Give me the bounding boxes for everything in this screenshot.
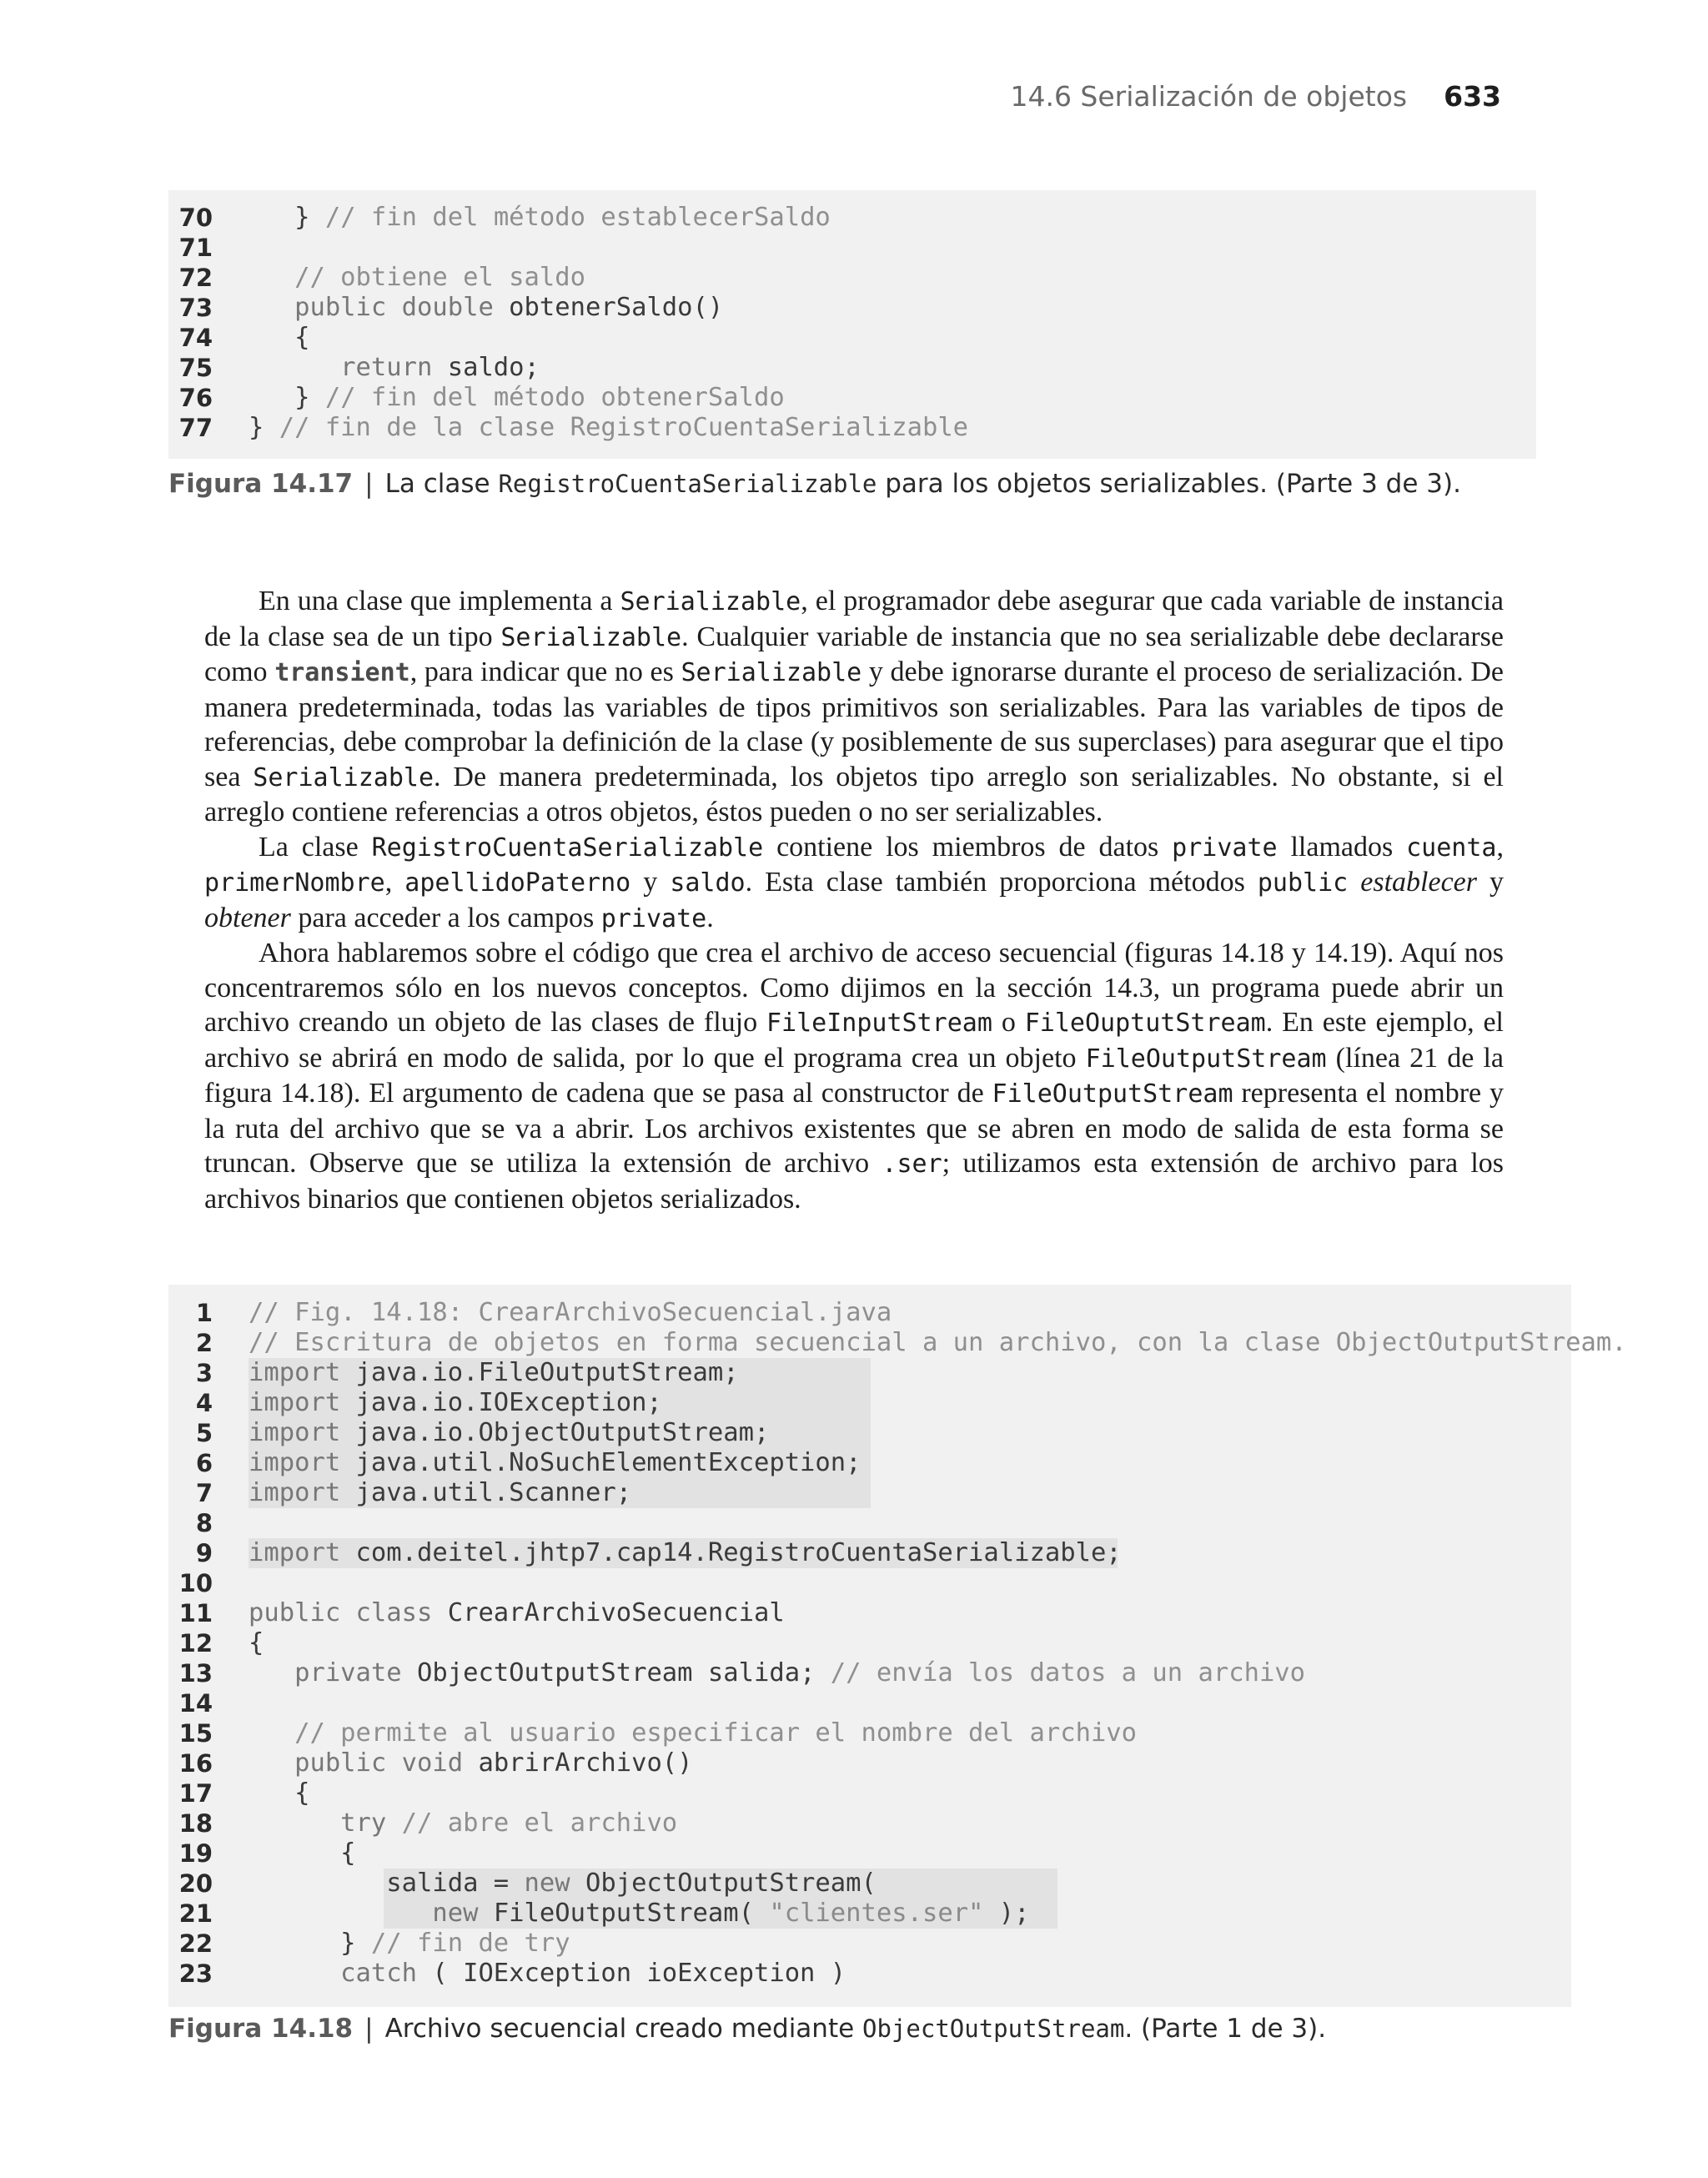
inline-code: Serializable [253, 762, 435, 792]
code-text [249, 1929, 570, 1959]
line-number: 14 [178, 1689, 213, 1718]
line-number: 6 [195, 1449, 213, 1477]
code-token: java.io.FileOutputStream; [355, 1358, 739, 1387]
code-listing-fig-14-18 [168, 1285, 1627, 2007]
text-run: La clase [259, 831, 372, 863]
inline-code: Serializable [620, 587, 801, 616]
line-number: 9 [195, 1539, 213, 1567]
line-number: 74 [178, 324, 213, 352]
line-number: 21 [178, 1899, 213, 1928]
italic-term: establecer [1360, 867, 1477, 898]
italic-term: obtener [204, 902, 291, 933]
code-token: } [249, 203, 325, 232]
code-text [249, 1778, 309, 1808]
code-token: obtenerSaldo() [509, 293, 724, 322]
code-token: import [249, 1358, 356, 1387]
caption-text-after: para los objetos serializables. (Parte 3 de 3). [877, 469, 1461, 499]
code-token: // fin de try [370, 1929, 570, 1958]
figure-label: Figura 14.17 [168, 469, 354, 499]
code-token: } [249, 413, 279, 442]
code-text [249, 1418, 769, 1448]
code-token: { [249, 1778, 310, 1808]
line-number: 18 [178, 1809, 213, 1838]
line-number: 1 [195, 1299, 213, 1327]
line-number: 23 [178, 1959, 213, 1988]
text-run: , el programador debe asegurar que cada variable de instancia de la clase sea de un tipo [204, 586, 1504, 652]
code-token: import [249, 1448, 356, 1477]
code-text [249, 293, 723, 323]
code-token: catch [249, 1959, 433, 1988]
text-run: y debe ignorarse durante el proceso de serialización. De manera predeterminada, todas las variables de tipos primitivos son serializables. Para las variables de tipos de referencias, debe comprobar la definición de la clase (y posiblemente de sus superclases) para asegurar que el tipo sea [204, 656, 1504, 792]
text-run: contiene los miembros de datos [763, 831, 1173, 863]
code-token: abrirArchivo() [478, 1748, 693, 1778]
text-run: , [1496, 831, 1504, 863]
code-token: ObjectOutputStream( [585, 1869, 877, 1898]
code-text [249, 1748, 693, 1778]
code-token: public class [249, 1598, 448, 1627]
text-run: . Cualquier variable de instancia que no sea serializable debe declararse como [204, 621, 1504, 687]
line-number: 73 [178, 294, 213, 322]
code-token: public double [249, 293, 510, 322]
code-token: java.io.IOException; [355, 1388, 662, 1417]
inline-code: FileOutputStream [992, 1079, 1233, 1109]
inline-code: saldo [670, 868, 746, 898]
code-token: { [249, 1838, 356, 1868]
line-number: 76 [178, 384, 213, 412]
code-text [249, 1628, 264, 1658]
inline-code: private [600, 903, 707, 933]
code-token: CrearArchivoSecuencial [447, 1598, 785, 1627]
code-token: public void [249, 1748, 479, 1778]
code-text [249, 1718, 1137, 1748]
text-run: y [1476, 867, 1505, 898]
line-number: 19 [178, 1839, 213, 1868]
running-head [917, 80, 1501, 113]
line-number: 20 [178, 1869, 213, 1898]
line-number: 3 [195, 1359, 213, 1387]
line-number: 13 [178, 1659, 213, 1688]
line-number: 70 [178, 204, 213, 232]
code-text [249, 1838, 356, 1869]
caption-separator: | [364, 469, 374, 499]
text-run: llamados [1277, 831, 1407, 863]
code-listing-fig-14-17 [168, 190, 1536, 459]
section-title: 14.6 Serialización de objetos [1010, 80, 1408, 113]
code-token: // fin del método obtenerSaldo [324, 383, 785, 412]
page-number: 633 [1444, 80, 1501, 113]
code-text [249, 1388, 662, 1418]
inline-code: cuenta [1406, 832, 1497, 863]
code-token: // Escritura de objetos en forma secuencial a un archivo, con la clase ObjectOutputStream. [249, 1328, 1627, 1357]
code-token: // permite al usuario especificar el nombre del archivo [249, 1718, 1138, 1748]
figure-caption-14-17 [168, 469, 1461, 499]
line-number: 22 [178, 1929, 213, 1958]
code-token: private [249, 1658, 417, 1688]
code-text [249, 1298, 892, 1328]
body-text [204, 584, 1504, 1216]
code-token: // fin del método establecerSaldo [324, 203, 831, 232]
code-text [249, 203, 831, 233]
code-token: import [249, 1418, 356, 1447]
inline-code-bold: transient [274, 658, 410, 687]
caption-code: ObjectOutputStream [862, 2015, 1125, 2043]
line-number: 75 [178, 354, 213, 382]
code-text [249, 1899, 1030, 1929]
line-number: 7 [195, 1479, 213, 1507]
code-text [249, 1478, 631, 1508]
inline-code: FileOuptutStream [1024, 1009, 1266, 1038]
text-run: , [384, 867, 405, 898]
code-token: // abre el archivo [401, 1808, 678, 1838]
code-token: { [249, 323, 310, 352]
inline-code: public [1257, 868, 1349, 898]
caption-text-after: . (Parte 1 de 3). [1124, 2014, 1327, 2044]
code-text [249, 263, 585, 293]
code-token: new [249, 1899, 494, 1928]
line-number: 10 [178, 1569, 213, 1597]
paragraph-serializable [204, 584, 1504, 830]
code-text [249, 353, 540, 383]
code-token: ( IOException ioException ) [432, 1959, 846, 1988]
code-token: java.util.Scanner; [355, 1478, 632, 1507]
caption-separator: | [364, 2014, 374, 2044]
code-text [249, 1538, 1122, 1568]
inline-code: FileInputStream [766, 1009, 992, 1038]
code-token: } [249, 383, 325, 412]
code-token: "clientes.ser" [769, 1899, 984, 1928]
line-number: 15 [178, 1719, 213, 1748]
code-text [249, 1869, 877, 1899]
inline-code: .ser [882, 1149, 942, 1179]
code-token: java.io.ObjectOutputStream; [355, 1418, 770, 1447]
code-token: saldo; [447, 353, 540, 382]
code-text [249, 1328, 1627, 1358]
line-number: 77 [178, 414, 213, 442]
inline-code: primerNombre [204, 868, 385, 898]
code-token: return [249, 353, 448, 382]
line-number: 16 [178, 1749, 213, 1778]
code-token: import [249, 1388, 356, 1417]
code-text [249, 1448, 862, 1478]
line-number: 2 [195, 1329, 213, 1357]
line-number: 11 [178, 1599, 213, 1627]
inline-code: Serializable [681, 658, 862, 687]
code-token: { [249, 1628, 264, 1657]
line-number: 71 [178, 234, 213, 262]
code-token: ); [983, 1899, 1030, 1928]
text-run: En una clase que implementa a [259, 586, 620, 616]
paragraph-registro-cuenta [204, 830, 1504, 937]
text-run: (línea 21 de la figura 14.18). El argumento de cadena que se pasa al constructor de [204, 1042, 1504, 1109]
code-text [249, 1959, 846, 1989]
text-run: . De manera predeterminada, los objetos tipo arreglo son serializables. No obstante, si el arreglo contiene referencias a otros objetos, éstos pueden o no ser serializables. [204, 761, 1504, 827]
code-text [249, 383, 785, 413]
text-run: . [706, 902, 714, 933]
code-token: // Fig. 14.18: CrearArchivoSecuencial.java [249, 1298, 892, 1327]
inline-code: Serializable [500, 622, 682, 652]
figure-caption-14-18 [168, 2014, 1326, 2044]
code-token: new [524, 1869, 585, 1898]
text-run: . En este ejemplo, el archivo se abrirá en modo de salida, por lo que el programa crea un objeto [204, 1007, 1505, 1074]
caption-text-before: Archivo secuencial creado mediante [384, 2014, 863, 2044]
code-token: // obtiene el saldo [249, 263, 585, 292]
code-token: } [249, 1929, 371, 1958]
code-token: // fin de la clase RegistroCuentaSerializable [279, 413, 969, 442]
text-run: para acceder a los campos [290, 902, 601, 933]
code-token: FileOutputStream( [493, 1899, 770, 1928]
line-number: 5 [195, 1419, 213, 1447]
code-token: salida = [249, 1869, 525, 1898]
line-number: 8 [195, 1509, 213, 1537]
text-run: y [630, 867, 671, 898]
paragraph-archivo-secuencial [204, 936, 1504, 1216]
text-run [1348, 867, 1360, 898]
code-token: java.util.NoSuchElementException; [355, 1448, 862, 1477]
code-text [249, 1808, 677, 1838]
line-number: 17 [178, 1779, 213, 1808]
text-run: , para indicar que no es [409, 656, 681, 687]
line-number: 12 [178, 1629, 213, 1657]
inline-code: FileOutputStream [1085, 1044, 1327, 1074]
code-text [249, 323, 309, 353]
code-token: import [249, 1538, 356, 1567]
figure-label: Figura 14.18 [168, 2014, 354, 2044]
code-token: import [249, 1478, 356, 1507]
inline-code: apellidoPaterno [404, 868, 631, 898]
caption-text-before: La clase [384, 469, 499, 499]
text-run: . Esta clase también proporciona métodos [745, 867, 1258, 898]
inline-code: RegistroCuentaSerializable [371, 832, 764, 863]
text-run: ; utilizamos esta extensión de archivo para los archivos binarios que contienen objetos serializados. [204, 1148, 1504, 1215]
code-token: ObjectOutputStream salida; [417, 1658, 831, 1688]
text-run: Ahora hablaremos sobre el código que crea el archivo de acceso secuencial (figuras 14.18 y 14.19). Aquí nos concentraremos sólo en los nuevos conceptos. Como dijimos en la sección 14.3, un programa puede abrir un archivo creando un objeto de las clases de flujo [204, 938, 1504, 1038]
caption-code: RegistroCuentaSerializable [498, 470, 877, 498]
line-number: 4 [195, 1389, 213, 1417]
text-run: o [992, 1007, 1025, 1038]
code-text [249, 1658, 1305, 1688]
inline-code: private [1172, 832, 1278, 863]
line-number: 72 [178, 264, 213, 292]
code-token: // envía los datos a un archivo [830, 1658, 1306, 1688]
code-token: try [249, 1808, 402, 1838]
code-text [249, 413, 968, 443]
code-text [249, 1598, 785, 1628]
code-token: com.deitel.jhtp7.cap14.RegistroCuentaSerializable; [355, 1538, 1122, 1567]
text-run: representa el nombre y la ruta del archivo que se va a abrir. Los archivos existentes que se abren en modo de salida de esta forma se truncan. Observe que se utiliza la extensión de archivo [204, 1078, 1504, 1179]
code-text [249, 1358, 739, 1388]
